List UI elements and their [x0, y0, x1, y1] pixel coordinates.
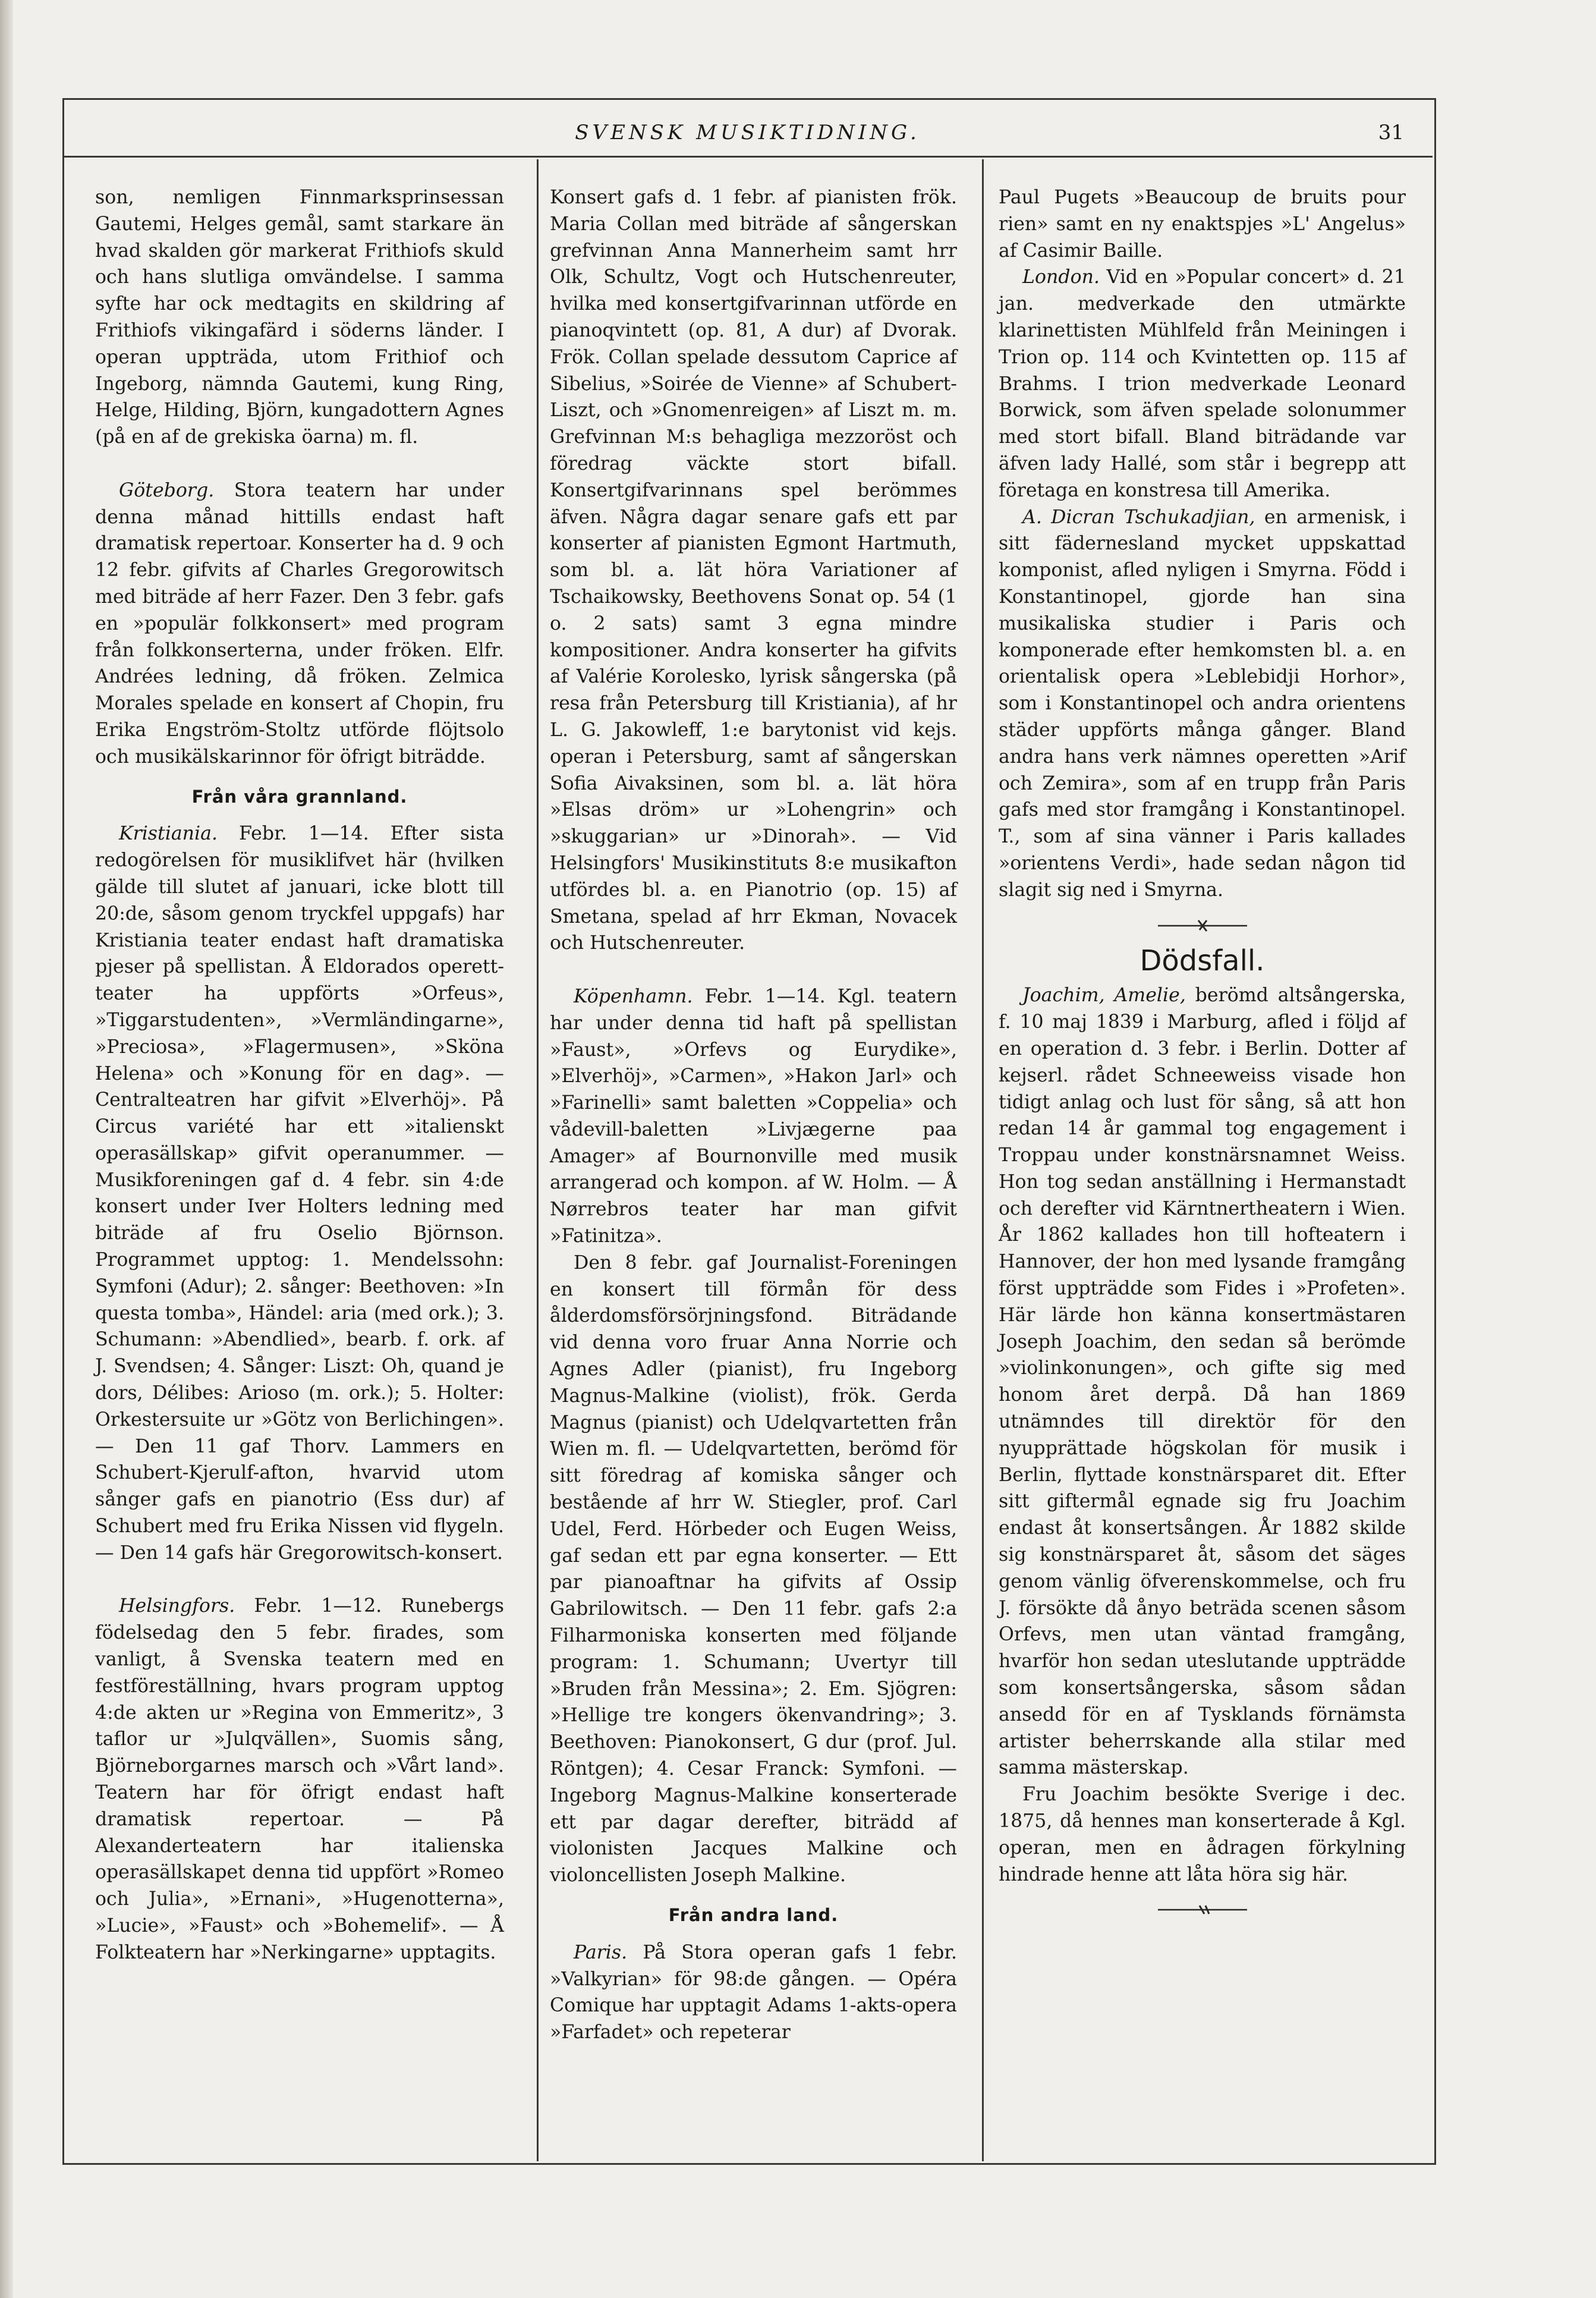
section-divider-ornament: [1158, 916, 1247, 936]
helsingfors-place: Helsingfors.: [119, 1595, 235, 1617]
page-header: [62, 98, 1433, 158]
kopenhamn-text: Febr. 1—14. Kgl. teatern har under denna tid haft på spellistan »Faust», »Orfevs og Eurydike», »Elverhöj», »Carmen», »Hakon Jarl» och »Farinelli» samt baletten »Coppelia» och vådevill-baletten »Livjægerne paa Amager» af Bournonville med musik arrangerad och kompon. af W. Holm. — Å Nørrebros teater har man gifvit »Fatinitza».: [550, 985, 957, 1247]
kopenhamn-paragraph: [550, 983, 957, 1250]
obituary-heading: Dödsfall.: [1139, 944, 1265, 977]
joachim-text: berömd altsångerska, f. 10 maj 1839 i Marburg, afled i följd af en operation d. 3 febr. i Berlin. Dotter af kejserl. rådet Schneeweiss visade hon tidigt anlag och lust för sång, så att hon redan 14 år gammal tog engagement i Troppau under konstnärsnamnet Weiss. Hon tog sedan anställning i Hermanstadt och derefter vid Kärntnertheatern i Wien. År 1862 kallades hon till hofteatern i Hannover, der hon med lysande framgång först uppträdde som Fides i »Profeten». Här lärde hon känna konsertmästaren Joseph Joachim, den sedan så berömde »violinkonungen», och gifte sig med honom året derpå. Då han 1869 utnämndes till direktör för den nyupprättade högskolan för musik i Berlin, flyttade konstnärsparet dit. Efter sitt giftermål egnade sig fru Joachim endast åt konsertsången. År 1882 skilde sig konstnärsparet åt, såsom det säges genom vänlig öfverenskommelse, och fru J. försökte då ånyo beträda scenen såsom Orfevs, men utan väntad framgång, hvarför hon sedan uteslutande uppträdde som konsertsångerska, såsom sådan ansedd för en af Tysklands förnämsta artister beherrskande alla stilar med samma mästerskap.: [999, 985, 1406, 1779]
section-heading-other-lands: Från andra land.: [668, 1905, 839, 1925]
london-place: London.: [1022, 266, 1100, 288]
kristiania-place: Kristiania.: [119, 823, 218, 845]
kristiania-text: Febr. 1—14. Efter sista redogörelsen för musiklifvet här (hvilken gälde till slutet af januari, icke blott till 20:de, såsom genom tryckfel uppgafs) har Kristiania teater endast haft dramatiska pjeser på spellistan. Å Eldorados operett-teater ha uppförts »Orfeus», »Tiggarstudenten», »Vermländingarne», »Preciosa», »Flagermusen», »Sköna Helena» och »Konung för en dag». — Centralteatren har gifvit »Elverhöj». På Circus variété har ett »italienskt operasällskap» gifvit operanummer. — Musikforeningen gaf d. 4 febr. sin 4:de konsert under Iver Holters ledning med biträde af fru Oselio Björnson. Programmet upptog: 1. Mendelssohn: Symfoni (Adur); 2. sånger: Beethoven: »In questa tomba», Händel: aria (med ork.); 3. Schumann: »Abendlied», bearb. f. ork. af J. Svendsen; 4. Sånger: Liszt: Oh, quand je dors, Délibes: Arioso (m. ork.); 5. Holter: Orkestersuite ur »Götz von Berlichingen». — Den 11 gaf Thorv. Lammers en Schubert-Kjerulf-afton, hvarvid utom sånger gafs en pianotrio (Ess dur) af Schubert med fru Erika Nissen vid flygeln. — Den 14 gafs här Gregorowitsch-konsert.: [95, 823, 504, 1564]
goteborg-paragraph: [95, 477, 504, 771]
paris-text: På Stora operan gafs 1 febr. »Valkyrian» för 98:de gången. — Opéra Comique har upptagit Adams 1-akts-opera »Farfadet» och repeterar: [550, 1941, 957, 2044]
column-rule-1: [537, 159, 539, 2161]
col3-intro: Paul Pugets »Beaucoup de bruits pour rien» samt en ny enaktspjes »L' Angelus» af Casimir Baille.: [999, 187, 1406, 262]
binding-edge: [0, 0, 13, 2298]
paris-paragraph: [550, 1939, 957, 2046]
joachim-name: Joachim, Amelie,: [1022, 985, 1186, 1007]
col1-intro: son, nemligen Finnmarksprinsessan Gautemi, Helges gemål, samt starkare än hvad skalden gör markerat Frithiofs skuld och hans slutliga omvändelse. I samma syfte har ock medtagits en skildring af Frithiofs vikingafärd i söderns länder. I operan uppträda, utom Frithiof och Ingeborg, nämnda Gautemi, kung Ring, Helge, Hilding, Björn, kungadottern Agnes (på en af de grekiska öarna) m. fl.: [95, 187, 504, 448]
kopenhamn-place: Köpenhamn.: [574, 985, 693, 1007]
column-3: [999, 184, 1406, 1932]
page-number: 31: [1378, 121, 1404, 144]
goteborg-place: Göteborg.: [119, 479, 215, 501]
col2-intro: Konsert gafs d. 1 febr. af pianisten frök. Maria Collan med biträde af sångerskan grefvinnan Anna Mannerheim samt hrr Olk, Schultz, Vogt och Hutschenreuter, hvilka med konsertgifvarinnan utförde en pianoqvintett (op. 81, A dur) af Dvorak. Frök. Collan spelade dessutom Caprice af Sibelius, »Soirée de Vienne» af Schubert-Liszt, och »Gnomenreigen» af Liszt m. m. Grefvinnan M:s behagliga mezzoröst och föredrag väckte stort bifall. Konsertgifvarinnans spel berömmes äfven. Några dagar senare gafs ett par konserter af pianisten Egmont Hartmuth, som bl. a. lät höra Variationer af Tschaikowsky, Beethovens Sonat op. 54 (1 o. 2 sats) samt 3 egna mindre kompositioner. Andra konserter ha gifvits af Valérie Korolesko, lyrisk sångerska (på resa från Petersburg till Kristiania), af hr L. G. Jakowleff, 1:e barytonist vid kejs. operan i Petersburg, samt af sångerskan Sofia Aivaksinen, som bl. a. lät höra »Elsas dröm» ur »Lohengrin» och »skuggarian» ur »Dinorah». — Vid Helsingfors' Musikinstituts 8:e musikafton utfördes bl. a. en Pianotrio (op. 15) af Smetana, spelad af hrr Ekman, Novacek och Hutschenreuter.: [550, 187, 957, 954]
london-text: Vid en »Popular concert» d. 21 jan. medverkade den utmärkte klarinettisten Mühlfeld från Meiningen i Trion op. 114 och Kvintetten op. 115 af Brahms. I trion medverkade Leonard Borwick, som äfven spelade solonummer med stort bifall. Bland biträdande var äfven lady Hallé, som står i begrepp att företaga en konstresa till Amerika.: [999, 266, 1406, 501]
dicran-text: en armenisk, i sitt fädernesland mycket uppskattad komponist, afled nyligen i Smyrna. Född i Konstantinopel, gjorde han sina musikaliska studier i Paris och komponerade efter hemkomsten bl. a. en orientalisk opera »Leblebidji Horhor», som i Konstantinopel och andra orientens städer uppförts många gånger. Bland andra hans verk nämnes operetten »Arif och Zemira», som af en trupp från Paris gafs med stor framgång i Konstantinopel. T., som af sina vänner i Paris kallades »orientens Verdi», hade sedan någon tid slagit sig ned i Smyrna.: [999, 506, 1406, 901]
paris-place: Paris.: [574, 1941, 628, 1963]
column-2: [550, 184, 957, 2046]
end-ornament: [1158, 1900, 1247, 1920]
column-rule-2: [982, 159, 984, 2161]
kristiania-paragraph: [95, 821, 504, 1566]
dicran-paragraph: [999, 504, 1406, 904]
journalist-concert-paragraph: Den 8 febr. gaf Journalist-Foreningen en konsert till förmån för dess ålderdomsförsörjningsfond. Biträdande vid denna voro fruar Anna Norrie och Agnes Adler (pianist), fru Ingeborg Magnus-Malkine (violist), frök. Gerda Magnus (pianist) och Udelqvartetten från Wien m. fl. — Udelqvartetten, berömd för sitt föredrag af komiska sånger och bestående af hrr W. Stiegler, prof. Carl Udel, Ferd. Hörbeder och Eugen Weiss, gaf sedan ett par egna konserter. — Ett par pianoaftnar ha gifvits af Ossip Gabrilowitsch. — Den 11 febr. gafs 2:a Filharmoniska konserten med följande program: 1. Schumann; Uvertyr till »Bruden från Messina»; 2. Em. Sjögren: »Hellige tre kongers ökenvandring»; 3. Beethoven: Pianokonsert, G dur (prof. Jul. Röntgen); 4. Cesar Franck: Symfoni. — Ingeborg Magnus-Malkine konserterade ett par dagar derefter, biträdd af violonisten Jacques Malkine och violoncellisten Joseph Malkine.: [550, 1252, 957, 1887]
column-1: [95, 184, 504, 1966]
running-title: SVENSK MUSIKTIDNING.: [575, 121, 920, 144]
joachim-visit-paragraph: Fru Joachim besökte Sverige i dec. 1875, då hennes man konserterade å Kgl. operan, men en ådragen förkylning hindrade henne att låta höra sig här.: [999, 1784, 1406, 1885]
helsingfors-text: Febr. 1—12. Runebergs födelsedag den 5 febr. firades, som vanligt, å Svenska teatern med en festföreställning, hvars program upptog 4:de akten ur »Regina von Emmeritz», 3 taflor ur »Julqvällen», Suomis sång, Björneborgarnes marsch och »Vårt land». Teatern har för öfrigt endast haft dramatisk repertoar. — På Alexanderteatern har italienska operasällskapet denna tid uppfört »Romeo och Julia», »Ernani», »Hugenotterna», »Lucie», »Faust» och »Bohemelif». — Å Folkteatern har »Nerkingarne» upptagits.: [95, 1595, 504, 1963]
london-paragraph: [999, 264, 1406, 504]
goteborg-text: Stora teatern har under denna månad hittills endast haft dramatisk repertoar. Konserter ha d. 9 och 12 febr. gifvits af Charles Gregorowitsch med biträde af herr Fazer. Den 3 febr. gafs en »populär folkkonsert» med program från folkkonserterna, under fröken. Elfr. Andrées ledning, då fröken. Zelmica Morales spelade en konsert af Chopin, fru Erika Engström-Stoltz utförde flöjtsolo och musikälskarinnor för öfrigt biträdde.: [95, 479, 504, 768]
dicran-name: A. Dicran Tschukadjian,: [1022, 506, 1255, 528]
joachim-paragraph: [999, 982, 1406, 1781]
helsingfors-paragraph: [95, 1593, 504, 1966]
section-heading-neighbours: Från våra grannland.: [191, 786, 408, 807]
